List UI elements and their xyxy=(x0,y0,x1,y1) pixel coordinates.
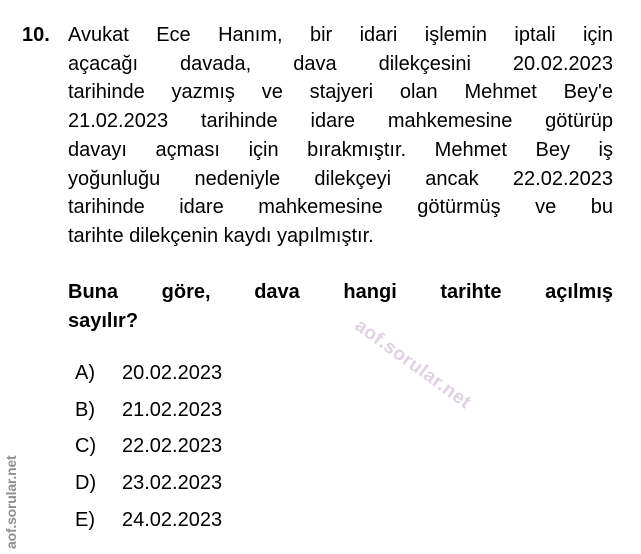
option-text: 21.02.2023 xyxy=(122,398,223,421)
option-text: 20.02.2023 xyxy=(122,362,223,384)
options-list xyxy=(75,355,475,539)
option-text: 22.02.2023 xyxy=(122,435,223,458)
option-letter: D) xyxy=(75,472,97,495)
question-number: 10. xyxy=(22,24,50,46)
option-letter: E) xyxy=(75,508,95,531)
stem-line: Avukat Ece Hanım, bir idari işlemin iptali için xyxy=(68,24,613,46)
watermark-diagonal: aof.sorular.net xyxy=(350,315,475,414)
option-b[interactable] xyxy=(75,392,475,429)
stem-line: tarihinde yazmış ve stajyeri olan Mehmet Bey'e xyxy=(68,81,613,104)
option-letter: C) xyxy=(75,435,97,458)
prompt-line: sayılır? xyxy=(68,309,139,332)
option-letter: A) xyxy=(75,362,95,384)
stem-line: açacağı davada, dava dilekçesini 20.02.2023 xyxy=(68,52,613,75)
stem-line: yoğunluğu nedeniyle dilekçeyi ancak 22.02.2023 xyxy=(68,167,613,190)
stem-line: tarihte dilekçenin kaydı yapılmıştır. xyxy=(68,224,374,247)
option-e[interactable] xyxy=(75,502,475,539)
option-letter: B) xyxy=(75,398,95,421)
prompt-line: Buna göre, dava hangi tarihte açılmış xyxy=(68,281,613,303)
option-d[interactable] xyxy=(75,465,475,502)
stem-line: tarihinde idare mahkemesine götürmüş ve bu xyxy=(68,196,613,219)
question-prompt xyxy=(68,278,613,335)
stem-line: davayı açması için bırakmıştır. Mehmet Bey iş xyxy=(68,138,613,161)
option-c[interactable] xyxy=(75,428,475,465)
stem-line: 21.02.2023 tarihinde idare mahkemesine götürüp xyxy=(68,110,613,133)
watermark-left-vertical: aof.sorular.net xyxy=(3,455,19,549)
option-text: 24.02.2023 xyxy=(122,508,223,531)
option-text: 23.02.2023 xyxy=(122,472,223,495)
question-stem xyxy=(68,21,613,251)
option-a[interactable] xyxy=(75,355,475,392)
